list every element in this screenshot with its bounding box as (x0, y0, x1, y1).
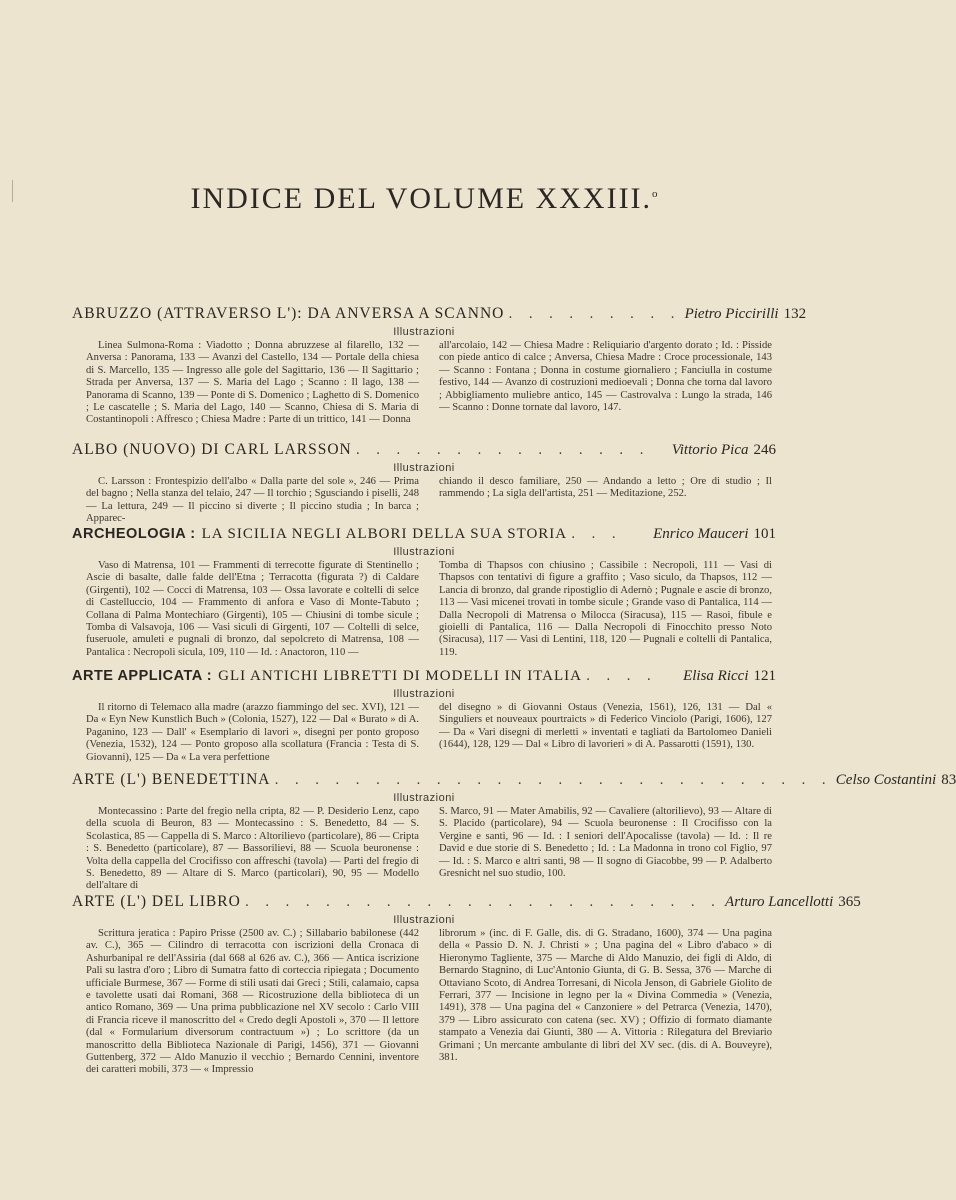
illustrations-columns (72, 806, 776, 893)
entry-author: Vittorio Pica (671, 442, 749, 458)
illustrations-left-column: Vaso di Matrensa, 101 — Frammenti di terrecotte figurate di Stentinello ; Ascie di basalte, dalle falde dell'Etna ; Terracotta (figurata ?) di Caldare (Girgenti), 102 — Cocci di Matrensa, 103 — Ossa lavorate e coltelli di selce di Castelluccio, 104 — Frammento di anfora e Vaso di Monte-Tabuto ; Collana di Palma Montechiaro (Girgenti), 105 — Chiusini di tombe sicule ; Tomba di Valsavoja, 106 — Vasi siculi di Girgenti, 107 — Coltelli di selce, fuseruole, amuleti e pugnali di bronzo, dal sepolcreto di Matrensa, 108 — Pantalica : Necropoli sicula, 109, 110 — Id. : Anactoron, 110 — (86, 560, 419, 658)
entry-heading (72, 770, 956, 791)
entry-heading (72, 666, 776, 687)
leader-dots: . . . (571, 527, 622, 542)
illustrations-left-column: C. Larsson : Frontespizio dell'albo « Dalla parte del sole », 246 — Prima del bagno ; Nella stanza del telaio, 247 — Il torchio ; Sgusciando i piselli, 248 — La lettura, 249 — Il piccino si diverte ; Il piccino studia ; In barca ; Apparec- (86, 476, 419, 525)
illustrations-right-column: chiando il desco familiare, 250 — Andando a letto ; Ore di studio ; Il rammendo ; La sigla dell'artista, 251 — Meditazione, 252. (439, 476, 772, 500)
entry-author: Enrico Mauceri (653, 526, 749, 542)
entry-subtitle: GLI ANTICHI LIBRETTI DI MODELLI IN ITALIA (218, 668, 582, 684)
entry-page-number: 132 (783, 306, 807, 322)
illustrations-right-column: Tomba di Thapsos con chiusino ; Cassibile : Necropoli, 111 — Vasi di Thapsos con tentativi di figure a graffito ; Vaso siculo, da Thapsos, 112 — Lancia di bronzo, dal grande ripostiglio di Adernò ; Pugnale e ascie di bronzo, 113 — Vasi micenei trovati in tombe sicule ; Grande vaso di Pantalica, 114 — Dalla Necropoli di Matrensa o Milocca (Siracusa), 115 — Rasoi, fibule e gioielli di Pantalica, 116 — Dalla Necropoli di Finocchito presso Noto (Siracusa), 117 — Vasi di Lentini, 118, 120 — Pugnali e coltelli di Pantalica, 119. (439, 560, 772, 658)
page-title (0, 182, 850, 216)
index-entry-arte-del-libro (72, 892, 861, 1077)
index-entry-arte-benedettina (72, 770, 956, 893)
entry-title: ARTE APPLICATA : (72, 668, 213, 684)
index-entry-albo (72, 440, 776, 526)
illustrations-left-column: Linea Sulmona-Roma : Viadotto ; Donna abruzzese al filarello, 132 — Anversa : Panorama, 133 — Avanzi del Castello, 134 — Portale della chiesa di S. Marcello, 135 — Ingresso alle gole del Sagittario, 136 — Il Sagittario ; Strada per Anversa, 137 — S. Maria del Lago ; Scanno : Il lago, 138 — Panorama di Scanno, 139 — Ponte di S. Domenico ; Laghetto di S. Domenico ; Le cascatelle ; S. Maria del Lago, 140 — Scanno, Chiesa di S. Maria di Costantinopoli : Affresco ; Chiesa Madre : Parte di un trittico, 141 — Donna (86, 340, 419, 426)
entry-title: ARTE (L') DEL LIBRO (72, 893, 241, 910)
illustrations-columns (72, 928, 776, 1077)
entry-heading (72, 892, 861, 913)
leader-dots: . . . . . . . . . . . . . . . (355, 443, 650, 458)
illustrations-left-column: Il ritorno di Telemaco alla madre (arazzo fiammingo del sec. XVI), 121 — Da « Eyn New Kunstlich Buch » (Colonia, 1527), 122 — Dal « Burato » di A. Paganino, 123 — Dall' « Esemplario di lavori », disegni per ponto groposo (Venezia, 1532), 124 — Ponto groposo alla scollatura (Francia : Testa di S. Giovanni), 125 — Da « La vera perfettione (86, 702, 419, 763)
illustrations-columns (72, 476, 776, 526)
illustrations-left-column: Scrittura jeratica : Papiro Prisse (2500 av. C.) ; Sillabario babilonese (442 av. C.), 365 — Cilindro di terracotta con iscrizioni della Cronaca di Ashurbanipal re dell'Assiria (dal 668 al 626 av. C.), 366 — Antica iscrizione Pali su lastra d'oro ; Libro di Sumatra fatto di corteccia ripiegata ; Documento ufficiale Burmese, 367 — Forme di stili usati dai Greci ; Stili, calamaio, capsa e tavolette usati dai Romani, 368 — Ricostruzione della biblioteca di un antico Romano, 369 — Una prima pubblicazione nel XV secolo : Carlo VIII di Francia riceve il manoscritto del « Credo degli Apostoli », 370 — Il lettore (dal « Formularium diversorum contractuum ») ; Lo scrittore (da un manoscritto della Biblioteca Nazionale di Parigi, 1456), 371 — Giovanni Guttenberg, 372 — Aldo Manuzio il vecchio ; Bernardo Cennini, inventore dei caratteri mobili, 373 — « Impressio (86, 928, 419, 1076)
illustrations-label: Illustrazioni (393, 462, 455, 474)
leader-dots: . . . . (586, 669, 657, 684)
entry-heading (72, 440, 776, 461)
illustrations-right-column: all'arcolaio, 142 — Chiesa Madre : Reliquiario d'argento dorato ; Id. : Pisside con piede antico di calce ; Anversa, Chiesa Madre : Croce processionale, 143 — Scanno : Fontana ; Donna in costume giornaliero ; Fanciulla in costume festivo, 144 — Avanzo di costruzioni medioevali ; Donna che torna dal lavoro ; Abbigliamento muliebre antico, 145 — Castrovalva : Lungo la strada, 146 — Scanno : Donne tornate dal lavoro, 147. (439, 340, 772, 414)
illustrations-right-column: librorum » (inc. di F. Galle, dis. di G. Stradano, 1600), 374 — Una pagina della « Passio D. N. J. Christi » ; Una pagina del « Libro d'abaco » di Hieronymo Tagliente, 375 — Marche di Aldo Manuzio, dei figli di Aldo, di Bernardo Stagnino, di Luc'Antonio Giunta, di G. B. Sessa, 376 — Marche di Ottaviano Scoto, di Andrea Torresani, di Nicola Jenson, di Gabriele Giolito de Ferrari, 377 — Incisione in legno per la « Divina Commedia » (Venezia, 1491), 378 — Una pagina del « Canzoniere » del Petrarca (Venezia, 1470), 379 — Libro assicurato con catena (sec. XV) ; Offizio di formato diamante stampato a Venezia dai Giunti, 380 — A. Vittoria : Rilegatura del Breviario Grimani ; Un mercante ambulante di libri del XV sec. (dis. di A. Bouveyre), 381. (439, 928, 772, 1064)
entry-heading (72, 524, 776, 545)
index-entry-arte-applicata (72, 666, 776, 764)
illustrations-columns (72, 560, 776, 659)
entry-subtitle: LA SICILIA NEGLI ALBORI DELLA SUA STORIA (201, 526, 568, 542)
entry-author: Celso Costantini (835, 772, 937, 788)
leader-dots: . . . . . . . . . (508, 307, 681, 322)
leader-dots: . . . . . . . . . . . . . . . . . . . . . . . . (244, 895, 722, 910)
leader-dots: . . . . . . . . . . . . . . . . . . . . . . . . . . . . (274, 773, 832, 788)
entry-page-number: 121 (753, 668, 776, 684)
illustrations-label: Illustrazioni (393, 326, 455, 338)
illustrations-right-column: S. Marco, 91 — Mater Amabilis, 92 — Cavaliere (altorilievo), 93 — Altare di S. Placido (particolare), 94 — Scuola beuronense : Il Crocifisso con la Vergine e santi, 96 — Id. : I seniori dell'Apocalisse (tavola) — Id. : Il re David e due storie di S. Benedetto ; Id. : La Madonna in trono col Figlio, 97 — Id. : S. Marco e altri santi, 98 — Il sogno di Giacobbe, 99 — P. Adalberto Gresnicht nel suo studio, 100. (439, 806, 772, 880)
illustrations-columns (72, 702, 776, 764)
illustrations-label: Illustrazioni (393, 792, 455, 804)
illustrations-columns (72, 340, 776, 427)
entry-author: Arturo Lancellotti (725, 894, 834, 910)
illustrations-label: Illustrazioni (393, 688, 455, 700)
index-entry-archeologia (72, 524, 776, 659)
entry-title: ALBO (NUOVO) DI CARL LARSSON (72, 441, 352, 458)
illustrations-right-column: del disegno » di Giovanni Ostaus (Venezia, 1561), 126, 131 — Dal « Singuliers et nouveaux pourtraicts » di Federico Vinciolo (Parigi, 1606), 127 — Da « Vari disegni di merletti » inventati e tagliati da Bartolomeo Danieli (1644), 128, 129 — Dal « Libro di lavorieri » di A. Passarotti (1591), 130. (439, 702, 772, 751)
entry-heading (72, 304, 807, 325)
entry-author: Elisa Ricci (683, 668, 749, 684)
entry-page-number: 246 (753, 442, 776, 458)
entry-page-number: 101 (753, 526, 776, 542)
entry-page-number: 83 (941, 772, 956, 788)
illustrations-left-column: Montecassino : Parte del fregio nella cripta, 82 — P. Desiderio Lenz, capo della scuola di Beuron, 83 — Montecassino : S. Benedetto, 84 — S. Scolastica, 85 — Cappella di S. Marco : Altorilievo (particolare), 86 — Cripta : S. Benedetto (particolare), 87 — Bassorilievi, 88 — Scuola beuronense : Volta della cappella del Crocifisso con affreschi (tavola) — Parti del fregio di S. Benedetto, 89 — Altare di S. Marco (particolari), 90, 95 — Modello dell'altare di (86, 806, 419, 892)
illustrations-label: Illustrazioni (393, 546, 455, 558)
page-title-sup: o (652, 188, 660, 200)
page-title-text: INDICE DEL VOLUME XXXIII. (190, 182, 653, 215)
entry-title: ABRUZZO (ATTRAVERSO L'): DA ANVERSA A SCANNO (72, 305, 505, 322)
entry-title: ARTE (L') BENEDETTINA (72, 771, 271, 788)
entry-title: ARCHEOLOGIA : (72, 526, 196, 542)
entry-author: Pietro Piccirilli (684, 306, 779, 322)
illustrations-label: Illustrazioni (393, 914, 455, 926)
entry-page-number: 365 (838, 894, 861, 910)
index-entry-abruzzo (72, 304, 807, 427)
